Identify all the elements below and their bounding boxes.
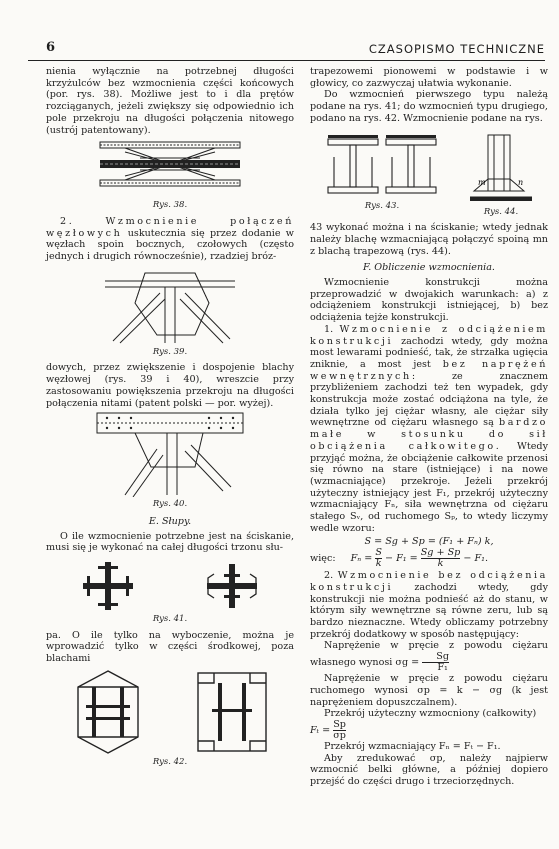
figure-39-gusset-diagram [105, 263, 235, 345]
eq-end: − F₁. [463, 553, 489, 565]
fraction [422, 652, 449, 673]
figure-43-i-beams [322, 133, 442, 199]
denominator: k [437, 558, 444, 570]
label-n: n [518, 177, 524, 187]
denominator: F₁ [437, 662, 448, 674]
spaced-text: bardzo małe w stosunku do sił obciążenia całkowitego [310, 417, 548, 452]
numerator: Sg + Sp [420, 547, 461, 559]
figure-38-truss-diagram [95, 136, 245, 198]
section-heading-f: F. Obliczenie wzmocnienia. [363, 262, 495, 274]
figure-44-caption: Rys. 44. [483, 206, 519, 217]
paragraph: Naprężenie w pręcie z powodu ciężaru ruchomego wynosi σp = k − σg (k jest naprężeniem dopuszczalnem). [310, 673, 548, 708]
equation-3 [310, 720, 548, 741]
left-column [46, 66, 294, 773]
fraction [421, 548, 461, 569]
eq-mid: − F₁ = [384, 553, 418, 565]
paragraph [310, 640, 548, 673]
text: . Wtedy przyjąć można, że obciążenie całkowite przenosi się równo na stare (istniejące) i na nowe (wzmacniające) przekroje. Jeżeli przekrój użyteczny istniejący jest F₁, przekrój użyteczny wzmacniający Fₙ, siła wewnętrzna od ciężaru stałego Sᵥ, od ruchomego Sₚ, to wtedy liczymy wedle wzoru: [310, 440, 548, 534]
figure-42-row [46, 669, 294, 755]
fraction [333, 720, 346, 741]
numerator: Sp [333, 718, 346, 730]
paragraph-text: uskutecznia się przez dodanie w węzłach spoin bocznych, czołowych (często jednych i drugich równocześnie), rzadziej bróz- [46, 227, 294, 263]
paragraph: Przekrój wzmacniający Fₙ = Fₜ − F₁. [324, 740, 501, 752]
spaced-text: bez naprężeń wewnętrznych [310, 358, 548, 382]
paragraph: trapezowemi pionowemi w podstawie i w głowicy, co zazwyczaj ułatwia wykonanie. [310, 66, 548, 89]
figure-40-caption: Rys. 40. [152, 499, 188, 510]
text: 1. [324, 323, 340, 335]
numerator: S [375, 547, 382, 559]
journal-title: CZASOPISMO TECHNICZNE [368, 42, 545, 56]
figure-43 [322, 133, 442, 223]
section-heading-e: E. Słupy. [148, 515, 192, 527]
paragraph: pa. O ile tylko na wyboczenie, można je wprowadzić tylko w części środkowej, poza blachami [46, 629, 294, 665]
figure-40-gusset-diagram [95, 409, 245, 497]
header-rule [28, 60, 545, 61]
paragraph: dowych, przez zwiększenie i dospojenie blachy węzłowej (rys. 39 i 40), wreszcie przy zastosowaniu powiększenia przekroju na długości połączenia nitami (patent polski — por. wyżej). [46, 362, 294, 409]
figure-42-column-left [66, 669, 150, 755]
fraction [375, 548, 382, 569]
paragraph: nienia wyłącznie na potrzebnej długości krzyżulców bez wzmocnienia części końcowych (por. rys. 38). Możliwe jest to i dla prętów rozciąganych, jeżeli zwiększy się odpowiednio ich pole przekroju na długości połączenia nitowego (ustrój patentowany). [46, 66, 294, 136]
figure-41-cross-section-right [204, 560, 260, 612]
denominator: σp [333, 729, 346, 741]
eq-lhs: Fₙ = [350, 553, 373, 565]
text: : ze znacznem przybliżeniem zachodzi też ten wypadek, gdy konstrukcja może zostać odciążona na tyle, że działa tylko jej ciężar własny, ale ciężar siły wewnętrzne od ciężaru własnego są [310, 370, 548, 429]
figure-43-44-row [310, 133, 548, 223]
page-header [28, 40, 545, 58]
figure-41-row [46, 560, 294, 612]
figure-42-column-right [190, 669, 274, 755]
figure-41-cross-section-left [80, 560, 136, 612]
eq-lhs: Fₜ = [310, 724, 331, 736]
spaced-text: Wzmocnienie bez odciążenia konstrukcji [310, 570, 548, 593]
text: zachodzi wtedy, gdy można most lewarami podnieść, tak, że strzałka ugięcia zniknie, a most jest [310, 335, 548, 370]
paragraph: Wzmocnienie konstrukcji można przeprowadzić w dwojakich warunkach: a) z odciążeniem konstrukcji istniejącej, b) bez odciążenia tejże konstrukcji. [310, 277, 548, 324]
equation-1: S = Sg + Sp = (F₁ + Fₙ) k, [364, 535, 494, 547]
paragraph: Do wzmocnień pierwszego typu należą podane na rys. 41; do wzmocnień typu drugiego, podano na rys. 42. Wzmocnienie podane na rys. [310, 89, 548, 124]
label-m: m [478, 177, 486, 187]
figure-44-column-detail [466, 133, 536, 205]
paragraph-1 [310, 324, 548, 535]
figure-42-caption: Rys. 42. [152, 756, 188, 767]
text: Naprężenie w pręcie z powodu ciężaru własnego wynosi σg = [310, 640, 548, 669]
eq-lead: więc: [310, 553, 336, 565]
figure-43-caption: Rys. 43. [364, 200, 400, 211]
numerator: Sg [422, 652, 449, 663]
paragraph: O ile wzmocnienie potrzebne jest na ściskanie, musi się je wykonać na całej długości trzonu słu- [46, 530, 294, 554]
text: 2. [324, 570, 338, 582]
spaced-text: Wzmocnienie z odciążeniem konstrukcji [310, 323, 548, 347]
spaced-heading: 2. Wzmocnienie połączeń węzłowych [46, 215, 294, 239]
page-number: 6 [46, 40, 56, 55]
text: zachodzi wtedy, gdy konstrukcji nie można podnieść aż do stanu, w którym siły wewnętrzne są równe zeru, lub są bardzo nieznaczne. Wtedy obliczamy potrzebny przekrój dodatkowy w sposób następujący: [310, 581, 548, 640]
figure-38-caption: Rys. 38. [152, 200, 188, 211]
paragraph: Przekrój użyteczny wzmocniony (całkowity) [324, 708, 537, 720]
right-column [310, 66, 548, 788]
paragraph: Aby zredukować σp, należy najpierw wzmocnić belki główne, a później dopiero przejść do części drugo i trzeciorzędnych. [310, 752, 548, 788]
equation-2 [310, 548, 548, 569]
denominator: k [375, 558, 382, 570]
paragraph: 43 wykonać można i na ściskanie; wtedy jednak należy blachę wzmacniającą połączyć spoiną mn z blachą trapezową (rys. 44). [310, 222, 548, 257]
figure-41-caption: Rys. 41. [152, 614, 188, 625]
figure-39-caption: Rys. 39. [152, 346, 188, 357]
paragraph-2 [310, 570, 548, 640]
figure-44 [466, 133, 536, 223]
